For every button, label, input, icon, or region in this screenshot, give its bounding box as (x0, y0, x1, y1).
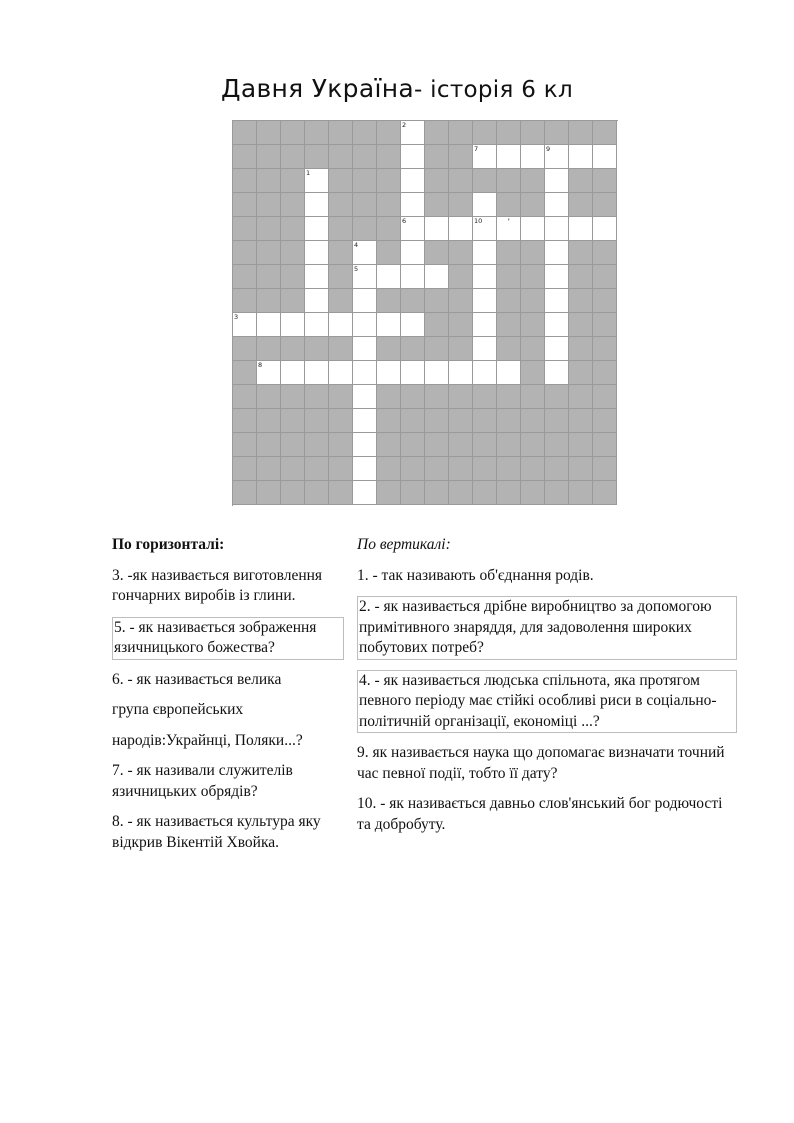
clue-down-1: 1. - так називають об'єднання родів. (357, 566, 594, 584)
crossword-block (497, 169, 521, 193)
crossword-cell[interactable] (353, 409, 377, 433)
crossword-block (257, 217, 281, 241)
crossword-block (449, 241, 473, 265)
crossword-block (425, 481, 449, 505)
crossword-block (233, 289, 257, 313)
crossword-block (377, 385, 401, 409)
crossword-block (545, 409, 569, 433)
crossword-cell[interactable] (401, 361, 425, 385)
clue-number: 2 (402, 121, 407, 129)
crossword-block (521, 409, 545, 433)
crossword-block (353, 169, 377, 193)
crossword-block (593, 265, 617, 289)
clue-down-9: 9. як називається наука що допомагає визначати точний час певної події, тобто її дату? (357, 744, 725, 782)
crossword-block (257, 457, 281, 481)
crossword-block (353, 217, 377, 241)
crossword-block (329, 169, 353, 193)
crossword-cell[interactable] (401, 265, 425, 289)
crossword-block (257, 241, 281, 265)
crossword-block (305, 385, 329, 409)
crossword-block (281, 217, 305, 241)
crossword-block (281, 385, 305, 409)
crossword-block (449, 193, 473, 217)
crossword-block (473, 409, 497, 433)
crossword-block (497, 121, 521, 145)
crossword-cell[interactable] (545, 145, 569, 169)
crossword-cell[interactable] (425, 265, 449, 289)
crossword-cell[interactable] (593, 217, 617, 241)
crossword-block (377, 193, 401, 217)
crossword-block (569, 241, 593, 265)
crossword-block (377, 241, 401, 265)
crossword-block (545, 481, 569, 505)
crossword-cell[interactable] (353, 313, 377, 337)
crossword-block (593, 361, 617, 385)
crossword-block (569, 265, 593, 289)
crossword-cell[interactable] (545, 193, 569, 217)
crossword-block (497, 265, 521, 289)
crossword-block (449, 433, 473, 457)
crossword-block (497, 433, 521, 457)
crossword-block (257, 337, 281, 361)
crossword-cell[interactable] (473, 145, 497, 169)
crossword-block (377, 121, 401, 145)
clue-number: 10 (474, 217, 483, 225)
crossword-block (305, 337, 329, 361)
crossword-cell[interactable] (593, 145, 617, 169)
clue-number: 5 (354, 265, 359, 273)
crossword-block (593, 241, 617, 265)
crossword-block (569, 409, 593, 433)
crossword-block (449, 481, 473, 505)
crossword-block (281, 337, 305, 361)
crossword-block (449, 265, 473, 289)
crossword-block (569, 289, 593, 313)
crossword-block (233, 337, 257, 361)
crossword-block (497, 193, 521, 217)
crossword-block (377, 145, 401, 169)
crossword-cell[interactable] (233, 313, 257, 337)
crossword-block (377, 337, 401, 361)
crossword-block (593, 289, 617, 313)
crossword-block (497, 289, 521, 313)
crossword-block (593, 433, 617, 457)
crossword-cell[interactable] (425, 217, 449, 241)
crossword-block (257, 481, 281, 505)
crossword-block (377, 433, 401, 457)
crossword-cell[interactable] (353, 385, 377, 409)
crossword-block (425, 289, 449, 313)
crossword-cell[interactable] (473, 265, 497, 289)
crossword-block (281, 145, 305, 169)
clue-number: 8 (258, 361, 263, 369)
crossword-cell[interactable] (353, 241, 377, 265)
crossword-block (329, 217, 353, 241)
crossword-block (281, 289, 305, 313)
crossword-block (281, 193, 305, 217)
crossword-cell[interactable] (305, 193, 329, 217)
crossword-cell[interactable] (353, 265, 377, 289)
crossword-cell[interactable] (473, 241, 497, 265)
crossword-block (425, 145, 449, 169)
clue-across-7: 7. - як називали служителів язичницьких обрядів? (112, 762, 293, 800)
clue-across-5: 5. - як називається зображення язичницького божества? (112, 617, 344, 660)
crossword-block (497, 241, 521, 265)
clue-across-3: 3. -як називається виготовлення гончарних виробів із глини. (112, 566, 323, 604)
crossword-cell[interactable] (401, 241, 425, 265)
crossword-block (425, 169, 449, 193)
crossword-block (377, 481, 401, 505)
crossword-block (305, 433, 329, 457)
crossword-block (473, 169, 497, 193)
crossword-block (305, 121, 329, 145)
crossword-block (449, 145, 473, 169)
crossword-cell[interactable] (377, 313, 401, 337)
crossword-block (473, 457, 497, 481)
crossword-block (401, 385, 425, 409)
crossword-block (521, 481, 545, 505)
crossword-cell[interactable] (497, 217, 521, 241)
crossword-block (425, 313, 449, 337)
crossword-block (401, 433, 425, 457)
crossword-cell[interactable] (281, 313, 305, 337)
crossword-block (233, 433, 257, 457)
clue-number: 7 (474, 145, 479, 153)
crossword-cell[interactable] (305, 289, 329, 313)
crossword-block (593, 457, 617, 481)
clue-across-6-line2: група європейських (112, 701, 244, 718)
crossword-cell[interactable] (473, 361, 497, 385)
crossword-cell[interactable] (449, 361, 473, 385)
crossword-block (281, 121, 305, 145)
crossword-block (545, 121, 569, 145)
crossword-block (233, 265, 257, 289)
crossword-cell[interactable] (473, 193, 497, 217)
crossword-block (521, 265, 545, 289)
crossword-cell[interactable] (305, 361, 329, 385)
crossword-block (545, 385, 569, 409)
crossword-block (521, 241, 545, 265)
crossword-block (329, 481, 353, 505)
crossword-cell[interactable] (425, 361, 449, 385)
crossword-cell[interactable] (353, 337, 377, 361)
crossword-cell[interactable] (353, 457, 377, 481)
crossword-block (569, 313, 593, 337)
crossword-block (569, 385, 593, 409)
crossword-block (281, 433, 305, 457)
crossword-block (305, 409, 329, 433)
crossword-block (329, 193, 353, 217)
crossword-block (593, 313, 617, 337)
crossword-block (497, 409, 521, 433)
crossword-block (473, 121, 497, 145)
crossword-block (281, 265, 305, 289)
crossword-cell[interactable] (305, 169, 329, 193)
crossword-cell[interactable] (545, 217, 569, 241)
crossword-block (257, 265, 281, 289)
crossword-block (257, 433, 281, 457)
crossword-cell[interactable] (545, 313, 569, 337)
crossword-grid (232, 120, 618, 506)
clue-number: 6 (402, 217, 407, 225)
clue-number: 3 (234, 313, 239, 321)
crossword-cell[interactable] (569, 145, 593, 169)
crossword-block (233, 385, 257, 409)
crossword-block (593, 121, 617, 145)
crossword-block (257, 145, 281, 169)
crossword-block (281, 409, 305, 433)
crossword-cell[interactable] (473, 217, 497, 241)
crossword-block (281, 241, 305, 265)
crossword-block (473, 385, 497, 409)
crossword-block (329, 265, 353, 289)
crossword-block (449, 289, 473, 313)
crossword-cell[interactable] (545, 361, 569, 385)
crossword-block (305, 145, 329, 169)
crossword-block (425, 121, 449, 145)
crossword-block (377, 217, 401, 241)
crossword-block (233, 121, 257, 145)
crossword-block (545, 433, 569, 457)
crossword-cell[interactable] (401, 193, 425, 217)
crossword-block (305, 457, 329, 481)
title-main: Давня Україна (221, 74, 414, 103)
clue-number: 1 (306, 169, 311, 177)
crossword-block (449, 409, 473, 433)
crossword-block (593, 169, 617, 193)
crossword-block (425, 241, 449, 265)
crossword-block (233, 193, 257, 217)
crossword-block (425, 433, 449, 457)
crossword-block (257, 121, 281, 145)
crossword-block (521, 385, 545, 409)
crossword-block (569, 169, 593, 193)
crossword-block (233, 169, 257, 193)
crossword-block (497, 313, 521, 337)
crossword-block (281, 481, 305, 505)
crossword-block (521, 193, 545, 217)
crossword-block (497, 385, 521, 409)
crossword-block (401, 289, 425, 313)
crossword-block (521, 169, 545, 193)
crossword-cell[interactable] (281, 361, 305, 385)
crossword-block (521, 361, 545, 385)
crossword-cell[interactable] (497, 145, 521, 169)
clue-across-6-line1: 6. - як називається велика (112, 670, 282, 688)
crossword-block (521, 337, 545, 361)
page-title (0, 74, 794, 103)
crossword-block (569, 121, 593, 145)
crossword-block (593, 193, 617, 217)
crossword-cell[interactable] (305, 241, 329, 265)
crossword-cell[interactable] (305, 217, 329, 241)
crossword-block (449, 385, 473, 409)
crossword-cell[interactable] (521, 145, 545, 169)
crossword-block (329, 457, 353, 481)
crossword-block (353, 145, 377, 169)
crossword-block (377, 289, 401, 313)
crossword-block (353, 193, 377, 217)
crossword-cell[interactable] (257, 313, 281, 337)
crossword-cell[interactable] (329, 313, 353, 337)
crossword-block (329, 241, 353, 265)
crossword-block (569, 193, 593, 217)
crossword-block (401, 481, 425, 505)
crossword-cell[interactable] (569, 217, 593, 241)
crossword-block (449, 457, 473, 481)
clue-across-8: 8. - як називається культура яку відкрив Вікентій Хвойка. (112, 813, 321, 851)
clue-across-6-line3: народів:Украйнці, Поляки...? (112, 731, 303, 749)
crossword-block (521, 121, 545, 145)
crossword-block (521, 289, 545, 313)
crossword-block (257, 409, 281, 433)
crossword-cell[interactable] (377, 265, 401, 289)
clue-down-4: 4. - як називається людська спільнота, яка протягом певного періоду має стійкі особливі риси в соціально-політичній організації, економіці ...? (357, 670, 737, 734)
crossword-block (329, 289, 353, 313)
crossword-cell[interactable] (521, 217, 545, 241)
crossword-cell[interactable] (353, 361, 377, 385)
crossword-block (521, 313, 545, 337)
clue-number: 9 (546, 145, 551, 153)
crossword-block (353, 121, 377, 145)
crossword-block (569, 481, 593, 505)
crossword-block (329, 121, 353, 145)
crossword-block (233, 409, 257, 433)
crossword-cell[interactable] (353, 481, 377, 505)
crossword-block (401, 457, 425, 481)
crossword-cell[interactable] (545, 289, 569, 313)
crossword-cell[interactable] (305, 313, 329, 337)
crossword-block (257, 289, 281, 313)
crossword-block (329, 409, 353, 433)
crossword-block (233, 361, 257, 385)
crossword-block (473, 433, 497, 457)
crossword-cell[interactable] (545, 265, 569, 289)
clue-down-10: 10. - як називається давньо слов'янський бог родючості та добробуту. (357, 795, 723, 833)
crossword-block (329, 337, 353, 361)
title-sub: - історія 6 кл (413, 77, 573, 103)
crossword-block (233, 241, 257, 265)
crossword-cell[interactable] (353, 433, 377, 457)
crossword-block (233, 217, 257, 241)
crossword-block (521, 457, 545, 481)
crossword-block (497, 337, 521, 361)
across-clues (112, 535, 344, 863)
crossword-cell[interactable] (329, 361, 353, 385)
crossword-block (329, 433, 353, 457)
crossword-block (281, 457, 305, 481)
crossword-cell[interactable] (401, 169, 425, 193)
crossword-block (425, 337, 449, 361)
crossword-block (473, 481, 497, 505)
crossword-block (233, 481, 257, 505)
crossword-cell[interactable] (401, 121, 425, 145)
crossword-block (569, 433, 593, 457)
crossword-block (569, 457, 593, 481)
crossword-block (497, 457, 521, 481)
crossword-cell[interactable] (377, 361, 401, 385)
crossword-block (377, 409, 401, 433)
crossword-block (449, 169, 473, 193)
clue-number: 4 (354, 241, 359, 249)
crossword-block (257, 193, 281, 217)
crossword-cell[interactable] (545, 169, 569, 193)
crossword-block (233, 145, 257, 169)
crossword-block (425, 409, 449, 433)
crossword-block (521, 433, 545, 457)
across-heading: По горизонталі: (112, 536, 225, 553)
crossword-block (449, 337, 473, 361)
crossword-block (425, 457, 449, 481)
crossword-block (329, 385, 353, 409)
crossword-cell[interactable] (449, 217, 473, 241)
crossword-block (377, 457, 401, 481)
crossword-block (257, 385, 281, 409)
crossword-block (281, 169, 305, 193)
crossword-block (449, 313, 473, 337)
crossword-block (497, 481, 521, 505)
crossword-block (401, 337, 425, 361)
down-clues (357, 535, 737, 845)
crossword-block (305, 481, 329, 505)
down-heading: По вертикалі: (357, 536, 451, 553)
crossword-cell[interactable] (401, 217, 425, 241)
cell-mark: ' (508, 217, 510, 227)
crossword-block (449, 121, 473, 145)
crossword-cell[interactable] (401, 145, 425, 169)
crossword-cell[interactable] (305, 265, 329, 289)
clue-down-2: 2. - як називається дрібне виробництво за допомогою примітивного знаряддя, для задоволення широких побутових потреб? (357, 596, 737, 660)
crossword-block (569, 361, 593, 385)
crossword-block (401, 409, 425, 433)
crossword-block (593, 409, 617, 433)
crossword-block (425, 385, 449, 409)
crossword-cell[interactable] (473, 289, 497, 313)
crossword-cell[interactable] (353, 289, 377, 313)
crossword-cell[interactable] (497, 361, 521, 385)
crossword-cell[interactable] (545, 337, 569, 361)
crossword-block (593, 385, 617, 409)
crossword-cell[interactable] (401, 313, 425, 337)
crossword-block (545, 457, 569, 481)
crossword-cell[interactable] (545, 241, 569, 265)
crossword-block (569, 337, 593, 361)
crossword-cell[interactable] (473, 313, 497, 337)
crossword-block (593, 481, 617, 505)
crossword-block (257, 169, 281, 193)
crossword-block (377, 169, 401, 193)
crossword-block (425, 193, 449, 217)
crossword-cell[interactable] (257, 361, 281, 385)
crossword-block (329, 145, 353, 169)
crossword-block (233, 457, 257, 481)
crossword-block (593, 337, 617, 361)
crossword-cell[interactable] (473, 337, 497, 361)
